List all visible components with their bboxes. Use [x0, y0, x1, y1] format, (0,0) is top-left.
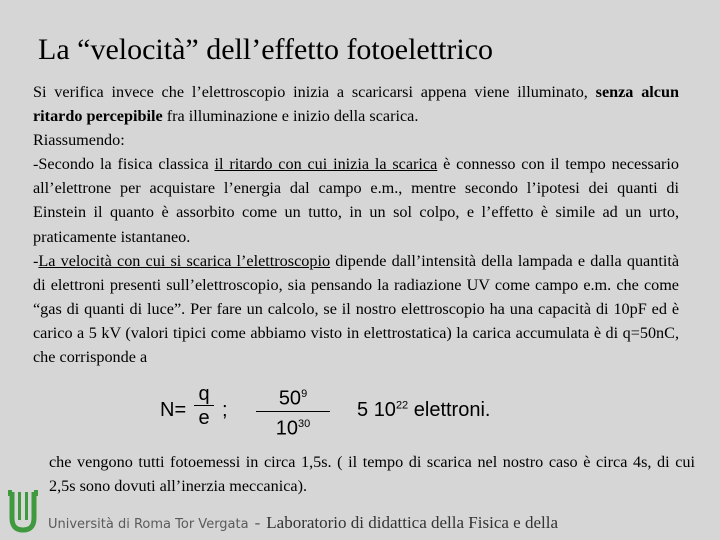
text-span: - [33, 251, 39, 270]
fraction-q-over-e [194, 383, 214, 430]
formula-result [357, 399, 490, 422]
formula-denominator [276, 412, 311, 442]
formula-numerator [279, 383, 307, 411]
bold-phrase: senza alcun ritardo percepibile [33, 83, 679, 126]
paragraph-intro [33, 80, 679, 128]
text-span: è connesso con il tempo necessario all’elettrone per acquistare l’energia dal campo e.m., mentre secondo l’ipotesi dei quanti di Einstein il quanto è assorbito come un tutto, in un sol colpo, e l’effetto è simile ad un urto, praticamente istantaneo. [33, 155, 679, 246]
underlined-phrase: il ritardo con cui inizia la scarica [214, 155, 438, 174]
result-exponent: 22 [395, 399, 409, 412]
slide-title: La “velocità” dell’effetto fotoelettrico [38, 33, 494, 66]
footer-institution: Università di Roma Tor Vergata [48, 517, 249, 532]
den-base: 10 [275, 417, 298, 440]
result-unit: elettroni. [413, 399, 491, 421]
text-span: fra illuminazione e inizio della scarica. [162, 107, 419, 126]
formula-q: q [198, 383, 210, 405]
riassumendo-line: Riassumendo: [33, 131, 125, 150]
num-base: 50 [278, 387, 302, 410]
slide-body [33, 80, 679, 369]
formula-e: e [198, 407, 210, 429]
conclusion-text [49, 450, 695, 498]
fraction-numbers [256, 383, 330, 441]
footer [48, 510, 558, 538]
num-exponent: 9 [301, 388, 308, 400]
conclusion-paragraph: che vengono tutti fotoemessi in circa 1,5s. ( il tempo di scarica nel nostro caso è circa 4s, di cui 2,5s sono dovuti all’inerzia meccanica). [49, 453, 695, 495]
text-span: dipende dall’intensità della lampada e dalla quantità di elettroni presenti sull’elettroscopio, sia pensando la radiazione UV come campo e.m. che come “gas di quanti di luce”. Per fare un calcolo, se il nostro elettroscopio ha una capacità di 10pF ed è carico a 5 kV (valori tipici come abbiamo visto in elettrostatica) la carica accumulata è di q=50nC, che corrisponde a [33, 251, 680, 367]
footer-dash: - [254, 513, 261, 532]
den-exponent: 30 [298, 417, 311, 430]
text-span: Si verifica invece che l’elettroscopio inizia a scaricarsi appena viene illuminato, [33, 83, 596, 101]
footer-lab: Laboratorio di didattica della Fisica e della [266, 513, 558, 532]
paragraph-speed [33, 249, 679, 369]
paragraph-classical [33, 152, 679, 248]
underlined-phrase: La velocità con cui si scarica l’elettroscopio [38, 251, 331, 270]
formula-lhs: N= [160, 399, 187, 421]
formula-semicolon: ; [222, 399, 228, 421]
formula [160, 383, 540, 441]
text-span: -Secondo la fisica classica [33, 155, 215, 174]
result-base: 5 [357, 399, 369, 421]
result-ten: 10 [373, 399, 396, 421]
university-logo-icon [6, 488, 40, 534]
